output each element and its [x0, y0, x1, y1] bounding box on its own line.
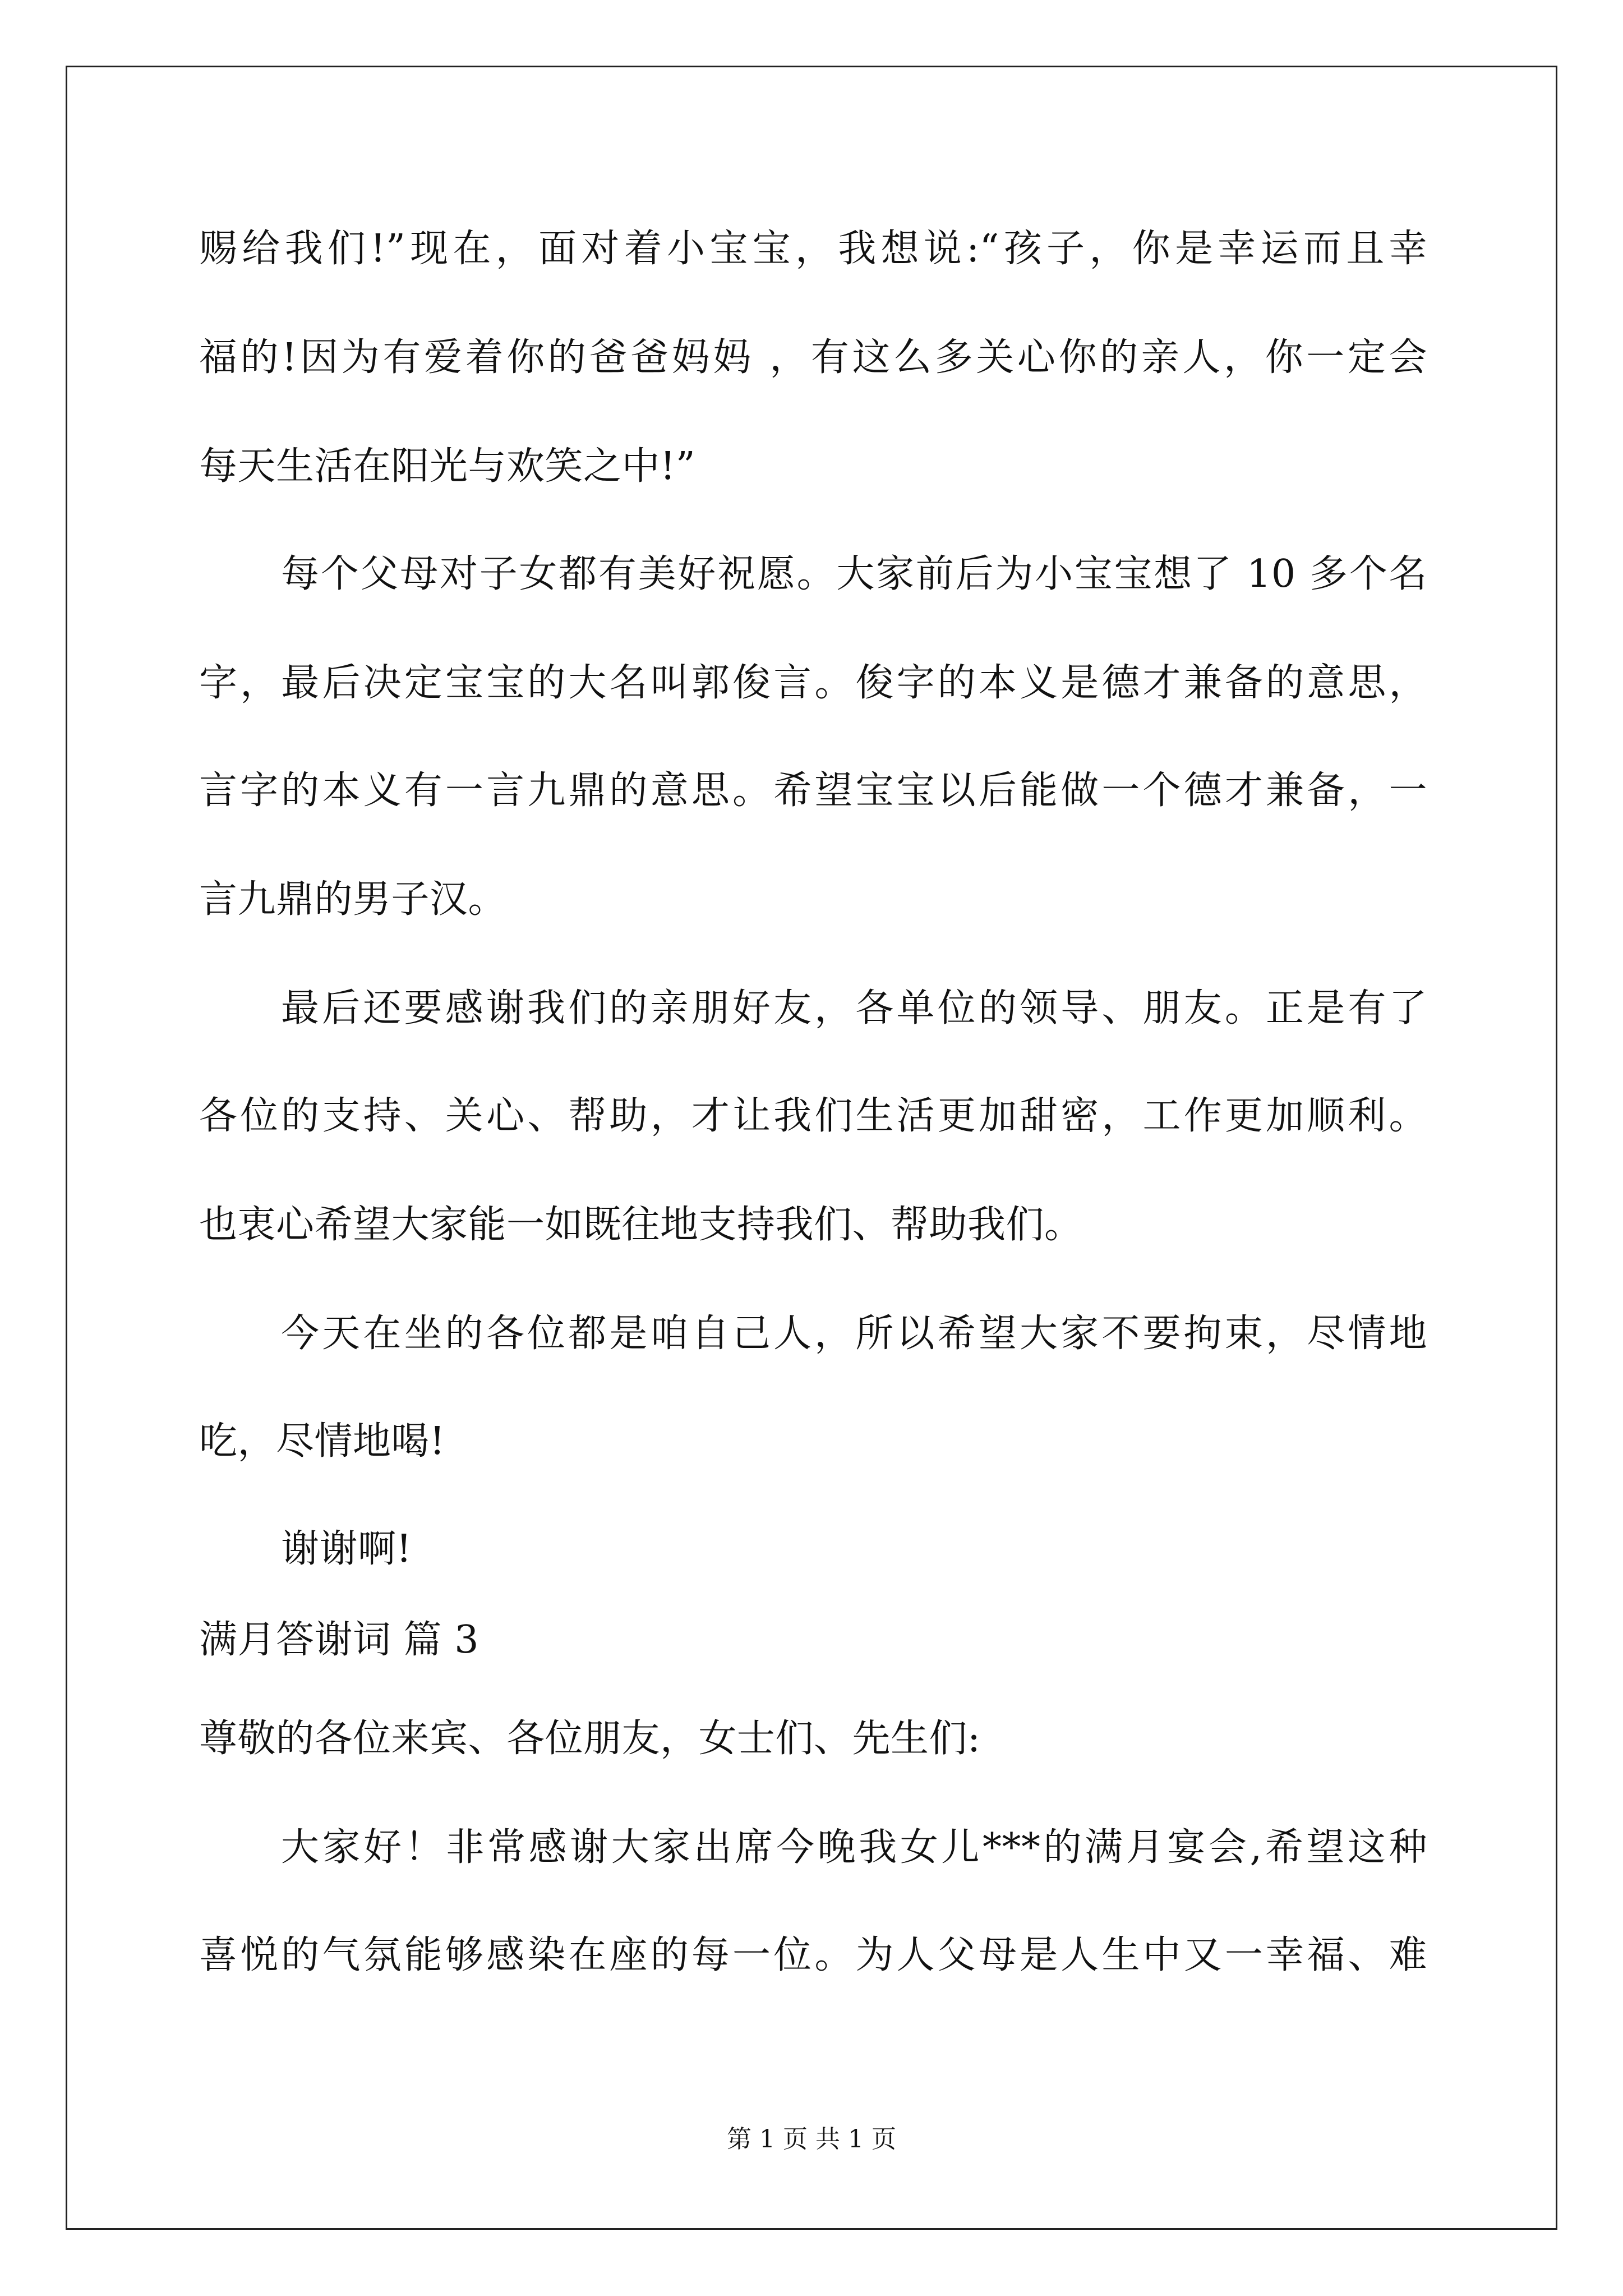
text-line: 赐给我们!”现在，面对着小宝宝，我想说:“孩子，你是幸运而且幸 [199, 227, 1428, 271]
page-number: 第 1 页 共 1 页 [727, 2125, 896, 2154]
text-line: 言字的本义有一言九鼎的意思。希望宝宝以后能做一个德才兼备，一 [199, 769, 1427, 813]
text-line: 每天生活在阳光与欢笑之中!” [199, 444, 696, 489]
text-line: 言九鼎的男子汉。 [199, 877, 507, 922]
text-line: 吃，尽情地喝! [199, 1419, 445, 1464]
text-line: 今天在坐的各位都是咱自己人，所以希望大家不要拘束，尽情地 [281, 1312, 1427, 1356]
text-line: 福的!因为有爱着你的爸爸妈妈 ，有这么多关心你的亲人，你一定会 [199, 335, 1427, 380]
text-line: 谢谢啊! [281, 1527, 412, 1571]
page-border [66, 66, 1557, 2230]
text-line: 每个父母对子女都有美好祝愿。大家前后为小宝宝想了 10 多个名 [281, 552, 1427, 596]
text-line: 喜悦的气氛能够感染在座的每一位。为人父母是人生中又一幸福、难 [199, 1933, 1427, 1977]
section-heading: 满月答谢词 篇 3 [199, 1618, 479, 1662]
text-line: 最后还要感谢我们的亲朋好友，各单位的领导、朋友。正是有了 [281, 986, 1427, 1030]
text-line: 字，最后决定宝宝的大名叫郭俊言。俊字的本义是德才兼备的意思， [199, 661, 1427, 705]
text-line: 也衷心希望大家能一如既往地支持我们、帮助我们。 [199, 1203, 1083, 1247]
text-line: 大家好！非常感谢大家出席今晚我女儿***的满月宴会,希望这种 [281, 1825, 1427, 1870]
salutation: 尊敬的各位来宾、各位朋友，女士们、先生们: [199, 1717, 981, 1761]
text-line: 各位的支持、关心、帮助，才让我们生活更加甜密，工作更加顺利。 [199, 1094, 1427, 1138]
